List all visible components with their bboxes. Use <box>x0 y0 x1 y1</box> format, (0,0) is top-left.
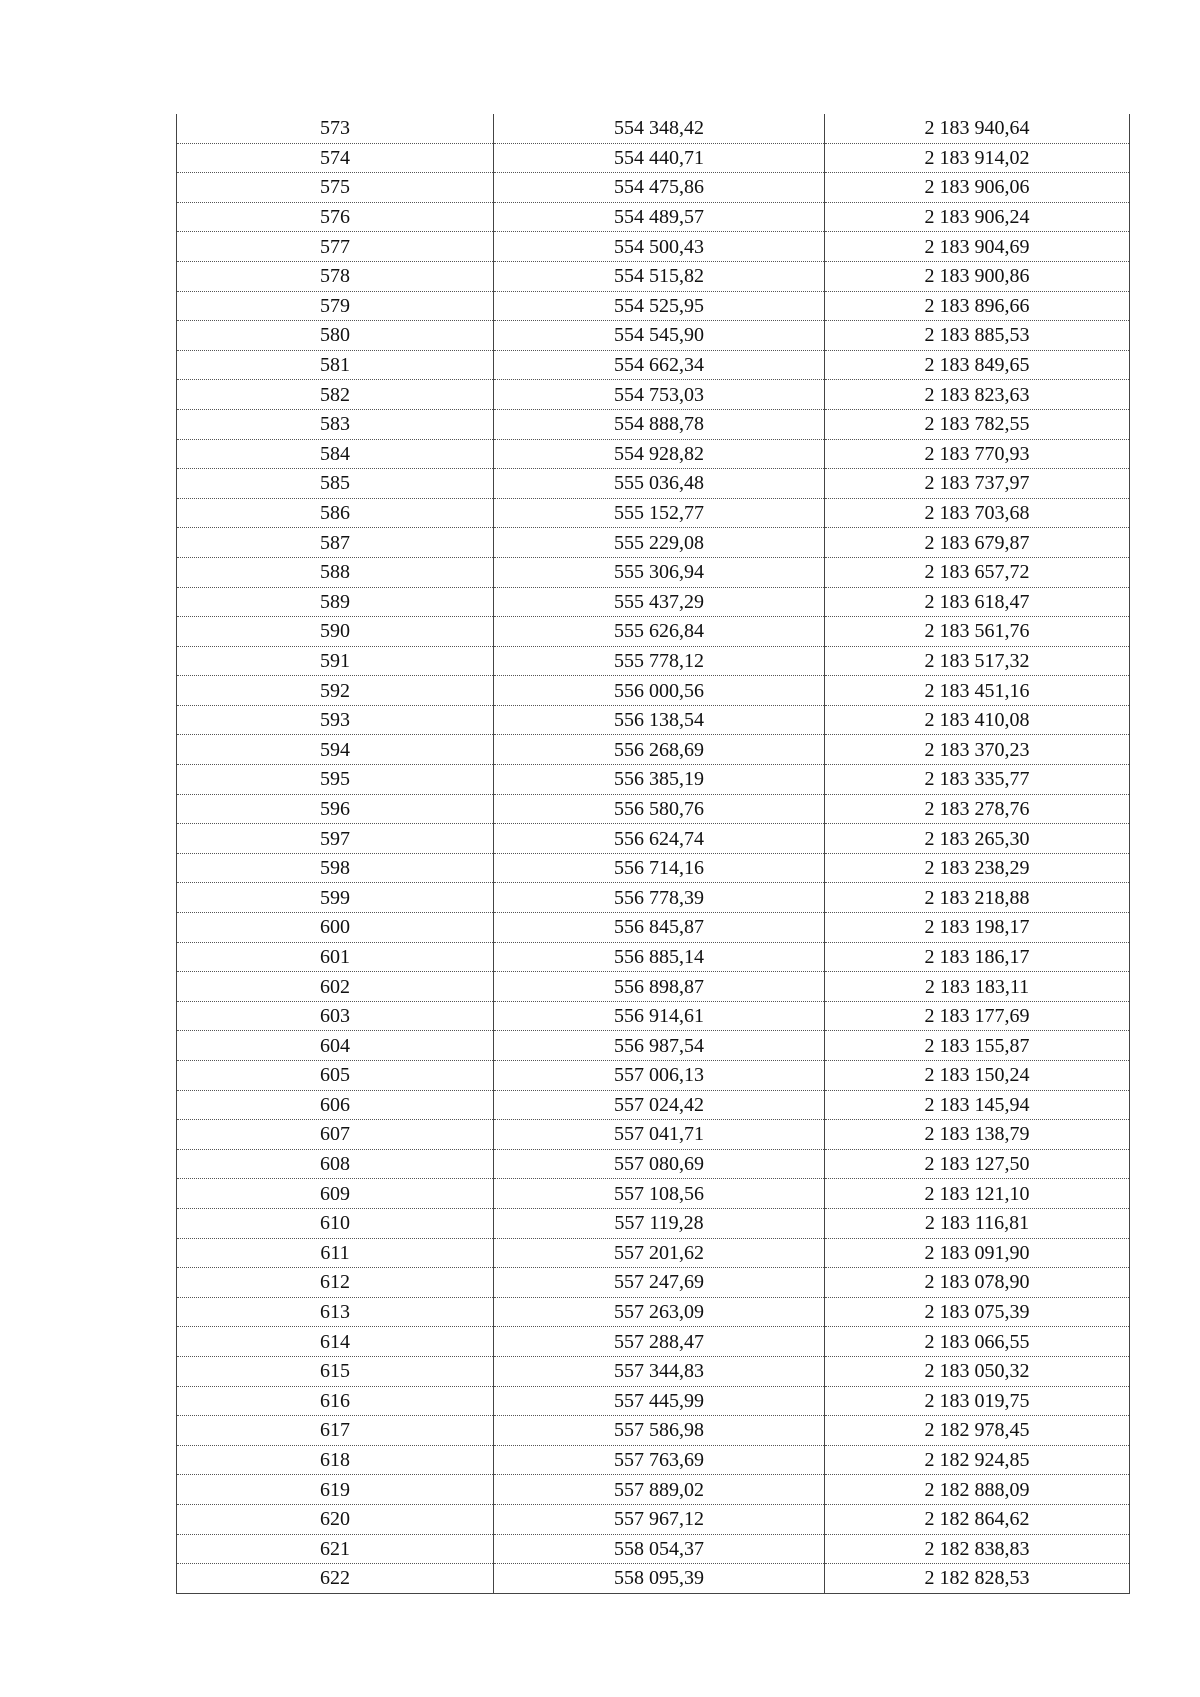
y-coordinate-cell: 2 183 896,66 <box>825 291 1130 321</box>
table-row <box>177 824 1130 854</box>
y-coordinate-cell: 2 183 737,97 <box>825 469 1130 499</box>
y-coordinate-cell: 2 183 782,55 <box>825 409 1130 439</box>
table-row <box>177 913 1130 943</box>
table-row <box>177 1179 1130 1209</box>
x-coordinate-cell: 556 845,87 <box>494 913 825 943</box>
table-row <box>177 202 1130 232</box>
point-number-cell: 599 <box>177 883 494 913</box>
point-number-cell: 578 <box>177 261 494 291</box>
table-row <box>177 380 1130 410</box>
x-coordinate-cell: 557 889,02 <box>494 1475 825 1505</box>
x-coordinate-cell: 557 586,98 <box>494 1416 825 1446</box>
point-number-cell: 604 <box>177 1031 494 1061</box>
y-coordinate-cell: 2 183 940,64 <box>825 114 1130 143</box>
point-number-cell: 615 <box>177 1356 494 1386</box>
table-row <box>177 1297 1130 1327</box>
point-number-cell: 590 <box>177 617 494 647</box>
y-coordinate-cell: 2 182 838,83 <box>825 1534 1130 1564</box>
coordinates-table-body <box>177 114 1130 1593</box>
point-number-cell: 608 <box>177 1149 494 1179</box>
y-coordinate-cell: 2 183 075,39 <box>825 1297 1130 1327</box>
y-coordinate-cell: 2 183 517,32 <box>825 646 1130 676</box>
x-coordinate-cell: 554 525,95 <box>494 291 825 321</box>
x-coordinate-cell: 555 306,94 <box>494 557 825 587</box>
y-coordinate-cell: 2 183 218,88 <box>825 883 1130 913</box>
point-number-cell: 594 <box>177 735 494 765</box>
x-coordinate-cell: 557 247,69 <box>494 1268 825 1298</box>
table-row <box>177 1327 1130 1357</box>
x-coordinate-cell: 557 119,28 <box>494 1208 825 1238</box>
table-row <box>177 1208 1130 1238</box>
x-coordinate-cell: 556 268,69 <box>494 735 825 765</box>
table-row <box>177 1238 1130 1268</box>
coordinates-table <box>176 114 1130 1594</box>
y-coordinate-cell: 2 183 150,24 <box>825 1061 1130 1091</box>
table-row <box>177 735 1130 765</box>
table-row <box>177 1061 1130 1091</box>
x-coordinate-cell: 556 714,16 <box>494 853 825 883</box>
x-coordinate-cell: 557 445,99 <box>494 1386 825 1416</box>
point-number-cell: 588 <box>177 557 494 587</box>
point-number-cell: 577 <box>177 232 494 262</box>
table-row <box>177 261 1130 291</box>
y-coordinate-cell: 2 183 679,87 <box>825 528 1130 558</box>
table-row <box>177 1504 1130 1534</box>
point-number-cell: 613 <box>177 1297 494 1327</box>
x-coordinate-cell: 558 095,39 <box>494 1564 825 1594</box>
point-number-cell: 586 <box>177 498 494 528</box>
table-row <box>177 883 1130 913</box>
table-row <box>177 1534 1130 1564</box>
table-row <box>177 1149 1130 1179</box>
x-coordinate-cell: 556 580,76 <box>494 794 825 824</box>
y-coordinate-cell: 2 183 127,50 <box>825 1149 1130 1179</box>
table-row <box>177 1356 1130 1386</box>
point-number-cell: 587 <box>177 528 494 558</box>
point-number-cell: 614 <box>177 1327 494 1357</box>
point-number-cell: 603 <box>177 1001 494 1031</box>
y-coordinate-cell: 2 182 864,62 <box>825 1504 1130 1534</box>
x-coordinate-cell: 555 437,29 <box>494 587 825 617</box>
point-number-cell: 607 <box>177 1120 494 1150</box>
y-coordinate-cell: 2 183 265,30 <box>825 824 1130 854</box>
point-number-cell: 620 <box>177 1504 494 1534</box>
y-coordinate-cell: 2 183 186,17 <box>825 942 1130 972</box>
y-coordinate-cell: 2 183 885,53 <box>825 321 1130 351</box>
x-coordinate-cell: 556 778,39 <box>494 883 825 913</box>
x-coordinate-cell: 554 928,82 <box>494 439 825 469</box>
x-coordinate-cell: 555 229,08 <box>494 528 825 558</box>
table-row <box>177 1031 1130 1061</box>
table-row <box>177 676 1130 706</box>
y-coordinate-cell: 2 183 278,76 <box>825 794 1130 824</box>
x-coordinate-cell: 554 888,78 <box>494 409 825 439</box>
y-coordinate-cell: 2 183 066,55 <box>825 1327 1130 1357</box>
x-coordinate-cell: 557 344,83 <box>494 1356 825 1386</box>
point-number-cell: 575 <box>177 173 494 203</box>
point-number-cell: 591 <box>177 646 494 676</box>
table-row <box>177 587 1130 617</box>
table-row <box>177 439 1130 469</box>
table-row <box>177 409 1130 439</box>
point-number-cell: 583 <box>177 409 494 439</box>
table-row <box>177 765 1130 795</box>
x-coordinate-cell: 554 515,82 <box>494 261 825 291</box>
y-coordinate-cell: 2 183 145,94 <box>825 1090 1130 1120</box>
table-row <box>177 173 1130 203</box>
point-number-cell: 606 <box>177 1090 494 1120</box>
x-coordinate-cell: 557 041,71 <box>494 1120 825 1150</box>
x-coordinate-cell: 556 000,56 <box>494 676 825 706</box>
x-coordinate-cell: 557 763,69 <box>494 1445 825 1475</box>
y-coordinate-cell: 2 182 924,85 <box>825 1445 1130 1475</box>
table-row <box>177 705 1130 735</box>
table-row <box>177 1090 1130 1120</box>
point-number-cell: 611 <box>177 1238 494 1268</box>
y-coordinate-cell: 2 183 198,17 <box>825 913 1130 943</box>
y-coordinate-cell: 2 183 770,93 <box>825 439 1130 469</box>
y-coordinate-cell: 2 183 703,68 <box>825 498 1130 528</box>
table-row <box>177 1445 1130 1475</box>
y-coordinate-cell: 2 183 849,65 <box>825 350 1130 380</box>
x-coordinate-cell: 555 626,84 <box>494 617 825 647</box>
y-coordinate-cell: 2 183 121,10 <box>825 1179 1130 1209</box>
table-row <box>177 794 1130 824</box>
y-coordinate-cell: 2 183 906,06 <box>825 173 1130 203</box>
table-row <box>177 321 1130 351</box>
x-coordinate-cell: 557 967,12 <box>494 1504 825 1534</box>
point-number-cell: 576 <box>177 202 494 232</box>
point-number-cell: 593 <box>177 705 494 735</box>
y-coordinate-cell: 2 183 019,75 <box>825 1386 1130 1416</box>
point-number-cell: 618 <box>177 1445 494 1475</box>
y-coordinate-cell: 2 182 978,45 <box>825 1416 1130 1446</box>
x-coordinate-cell: 557 080,69 <box>494 1149 825 1179</box>
table-row <box>177 1268 1130 1298</box>
y-coordinate-cell: 2 183 177,69 <box>825 1001 1130 1031</box>
y-coordinate-cell: 2 183 050,32 <box>825 1356 1130 1386</box>
y-coordinate-cell: 2 183 370,23 <box>825 735 1130 765</box>
point-number-cell: 581 <box>177 350 494 380</box>
table-row <box>177 972 1130 1002</box>
table-row <box>177 528 1130 558</box>
point-number-cell: 597 <box>177 824 494 854</box>
point-number-cell: 605 <box>177 1061 494 1091</box>
x-coordinate-cell: 554 348,42 <box>494 114 825 143</box>
x-coordinate-cell: 557 201,62 <box>494 1238 825 1268</box>
x-coordinate-cell: 554 662,34 <box>494 350 825 380</box>
table-row <box>177 114 1130 143</box>
y-coordinate-cell: 2 182 828,53 <box>825 1564 1130 1594</box>
x-coordinate-cell: 556 914,61 <box>494 1001 825 1031</box>
x-coordinate-cell: 557 006,13 <box>494 1061 825 1091</box>
y-coordinate-cell: 2 183 116,81 <box>825 1208 1130 1238</box>
x-coordinate-cell: 554 475,86 <box>494 173 825 203</box>
table-row <box>177 1001 1130 1031</box>
y-coordinate-cell: 2 183 561,76 <box>825 617 1130 647</box>
table-row <box>177 498 1130 528</box>
table-row <box>177 1416 1130 1446</box>
point-number-cell: 579 <box>177 291 494 321</box>
y-coordinate-cell: 2 183 906,24 <box>825 202 1130 232</box>
x-coordinate-cell: 557 288,47 <box>494 1327 825 1357</box>
x-coordinate-cell: 556 385,19 <box>494 765 825 795</box>
y-coordinate-cell: 2 183 900,86 <box>825 261 1130 291</box>
y-coordinate-cell: 2 183 183,11 <box>825 972 1130 1002</box>
table-row <box>177 646 1130 676</box>
point-number-cell: 622 <box>177 1564 494 1594</box>
x-coordinate-cell: 556 987,54 <box>494 1031 825 1061</box>
point-number-cell: 584 <box>177 439 494 469</box>
point-number-cell: 609 <box>177 1179 494 1209</box>
x-coordinate-cell: 554 545,90 <box>494 321 825 351</box>
table-row <box>177 469 1130 499</box>
point-number-cell: 596 <box>177 794 494 824</box>
y-coordinate-cell: 2 183 238,29 <box>825 853 1130 883</box>
table-row <box>177 291 1130 321</box>
point-number-cell: 601 <box>177 942 494 972</box>
x-coordinate-cell: 555 152,77 <box>494 498 825 528</box>
y-coordinate-cell: 2 183 335,77 <box>825 765 1130 795</box>
y-coordinate-cell: 2 183 904,69 <box>825 232 1130 262</box>
point-number-cell: 585 <box>177 469 494 499</box>
x-coordinate-cell: 554 500,43 <box>494 232 825 262</box>
table-row <box>177 1120 1130 1150</box>
table-row <box>177 942 1130 972</box>
point-number-cell: 582 <box>177 380 494 410</box>
x-coordinate-cell: 558 054,37 <box>494 1534 825 1564</box>
point-number-cell: 573 <box>320 117 350 140</box>
table-row <box>177 617 1130 647</box>
point-number-cell: 589 <box>177 587 494 617</box>
x-coordinate-cell: 556 138,54 <box>494 705 825 735</box>
y-coordinate-cell: 2 183 451,16 <box>825 676 1130 706</box>
x-coordinate-cell: 554 440,71 <box>494 143 825 173</box>
point-number-cell: 574 <box>177 143 494 173</box>
x-coordinate-cell: 555 036,48 <box>494 469 825 499</box>
point-number-cell: 600 <box>177 913 494 943</box>
x-coordinate-cell: 554 753,03 <box>494 380 825 410</box>
y-coordinate-cell: 2 183 155,87 <box>825 1031 1130 1061</box>
table-row <box>177 232 1130 262</box>
y-coordinate-cell: 2 183 410,08 <box>825 705 1130 735</box>
point-number-cell: 610 <box>177 1208 494 1238</box>
point-number-cell: 617 <box>177 1416 494 1446</box>
table-row <box>177 557 1130 587</box>
x-coordinate-cell: 556 898,87 <box>494 972 825 1002</box>
y-coordinate-cell: 2 183 823,63 <box>825 380 1130 410</box>
y-coordinate-cell: 2 183 138,79 <box>825 1120 1130 1150</box>
x-coordinate-cell: 554 489,57 <box>494 202 825 232</box>
point-number-cell: 595 <box>177 765 494 795</box>
point-number-cell: 598 <box>177 853 494 883</box>
x-coordinate-cell: 555 778,12 <box>494 646 825 676</box>
table-row <box>177 1564 1130 1594</box>
x-coordinate-cell: 556 624,74 <box>494 824 825 854</box>
x-coordinate-cell: 556 885,14 <box>494 942 825 972</box>
table-row <box>177 853 1130 883</box>
x-coordinate-cell: 557 263,09 <box>494 1297 825 1327</box>
table-row <box>177 1475 1130 1505</box>
point-number-cell: 621 <box>177 1534 494 1564</box>
y-coordinate-cell: 2 183 657,72 <box>825 557 1130 587</box>
y-coordinate-cell: 2 183 914,02 <box>825 143 1130 173</box>
y-coordinate-cell: 2 182 888,09 <box>825 1475 1130 1505</box>
point-number-cell: 612 <box>177 1268 494 1298</box>
y-coordinate-cell: 2 183 618,47 <box>825 587 1130 617</box>
point-number-cell: 602 <box>177 972 494 1002</box>
x-coordinate-cell: 557 108,56 <box>494 1179 825 1209</box>
table-row <box>177 350 1130 380</box>
x-coordinate-cell: 557 024,42 <box>494 1090 825 1120</box>
table-row <box>177 1386 1130 1416</box>
point-number-cell: 619 <box>177 1475 494 1505</box>
y-coordinate-cell: 2 183 078,90 <box>825 1268 1130 1298</box>
point-number-cell: 592 <box>177 676 494 706</box>
table-row <box>177 143 1130 173</box>
y-coordinate-cell: 2 183 091,90 <box>825 1238 1130 1268</box>
point-number-cell: 616 <box>177 1386 494 1416</box>
point-number-cell: 580 <box>177 321 494 351</box>
